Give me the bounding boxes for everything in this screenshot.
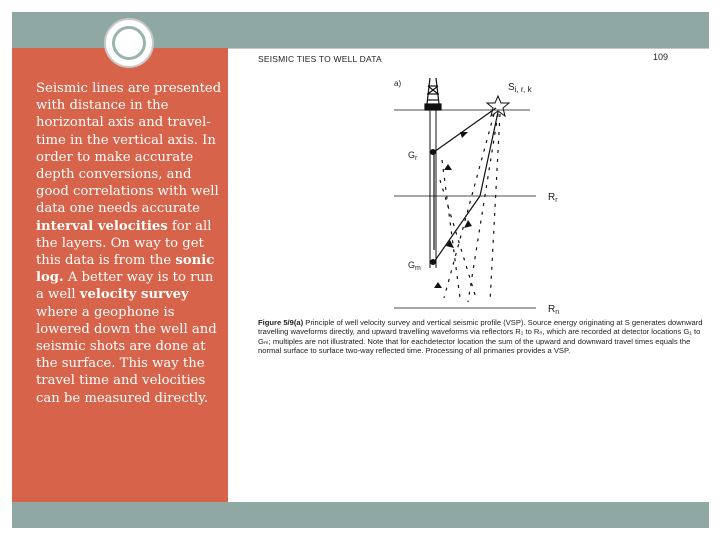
figure-caption xyxy=(258,318,704,355)
bottom-bar xyxy=(12,502,709,528)
svg-text:Gr xyxy=(408,150,418,162)
figure-header-title: SEISMIC TIES TO WELL DATA xyxy=(258,54,382,64)
svg-text:Rr xyxy=(548,192,558,204)
receiver-gr xyxy=(430,149,436,155)
medallion-ring xyxy=(112,26,146,60)
body-text-emphasis: sonic log. xyxy=(36,253,215,286)
svg-text:Gm xyxy=(408,260,421,272)
receiver-bottom-sub: m xyxy=(415,265,421,272)
reflector-1-label: R xyxy=(548,192,556,203)
figure-caption-label: Figure 5/9(a) xyxy=(258,318,304,327)
receiver-bottom-label: G xyxy=(408,260,416,270)
source-subscript: i, r, k xyxy=(514,85,532,94)
drilling-derrick-icon xyxy=(425,78,441,110)
reflector-2-sub: n xyxy=(555,309,560,316)
panel-label: a) xyxy=(394,79,402,88)
source-label: S xyxy=(508,82,515,93)
svg-text:Rn xyxy=(548,304,559,316)
body-text-emphasis: velocity survey xyxy=(79,287,189,303)
figure-page-number: 109 xyxy=(652,52,668,62)
reflector-1-sub: r xyxy=(555,197,558,204)
body-text-run: where a geophone is lowered down the well and seismic shots are done at the surface. This way the travel time and velocities can be measured directly. xyxy=(36,304,217,406)
ray-paths xyxy=(434,108,498,262)
figure-header xyxy=(258,52,698,68)
ray-arrows xyxy=(434,132,472,288)
body-text-run: A better way is to run a well xyxy=(36,270,214,303)
receiver-top-sub: r xyxy=(415,155,418,162)
svg-text:Si, r, k xyxy=(508,82,533,94)
decorative-medallion-icon xyxy=(104,18,154,68)
vsp-diagram xyxy=(380,70,580,318)
slide-body-text xyxy=(36,80,222,407)
receiver-gm xyxy=(430,259,436,265)
body-text-run: for all the layers. On way to get this data is from the xyxy=(36,218,212,269)
reflector-2-label: R xyxy=(548,304,556,315)
well-bore xyxy=(430,110,436,268)
body-text-emphasis: interval velocities xyxy=(36,218,168,234)
figure-caption-text: Principle of well velocity survey and vertical seismic profile (VSP). Source energy originating at S generates downward travelling waveforms directly, and upward travelling waveforms via reflectors R₁ to Rₙ, which are recorded at detector locations G₁ to Gₘ; multiples are not illustrated. Note that for eachdetector location the sum of the upward and downward travel times equals the normal surface to surface two-way reflected time. Processing of all primaries provides a VSP. xyxy=(258,318,703,355)
receiver-top-label: G xyxy=(408,150,416,160)
body-text-run: Seismic lines are presented with distance in the horizontal axis and travel-time in the vertical axis. In order to make accurate depth conversions, and good correlations with well data one needs accurate xyxy=(36,81,222,217)
